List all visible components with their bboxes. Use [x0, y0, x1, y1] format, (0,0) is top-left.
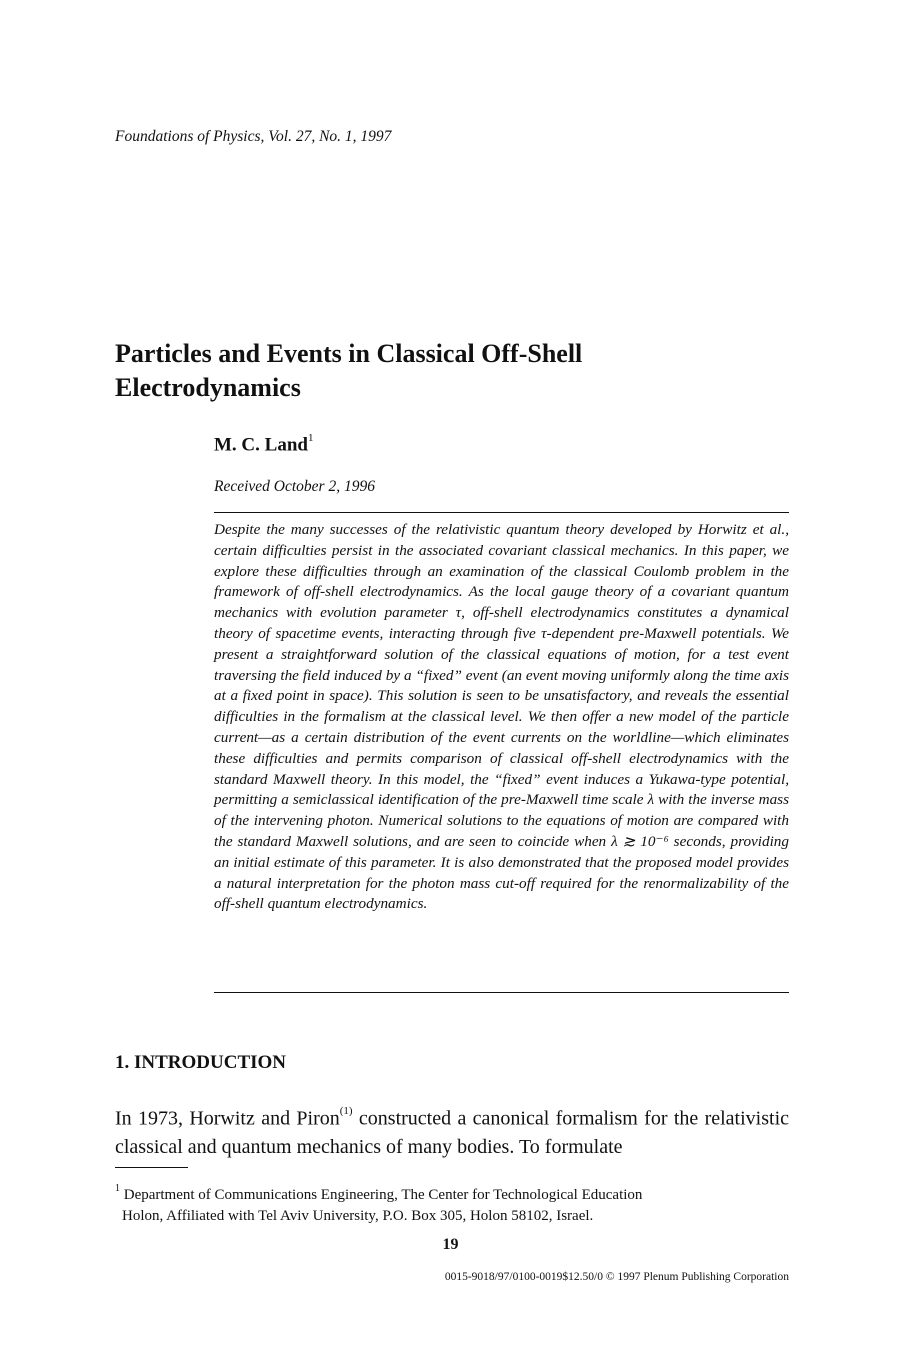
author-name: M. C. Land — [214, 434, 308, 456]
abstract-bottom-rule — [214, 992, 789, 993]
intro-paragraph — [115, 1100, 789, 1161]
author — [214, 434, 313, 456]
title-line-1: Particles and Events in Classical Off-Shell — [115, 339, 583, 368]
received-date: Received October 2, 1996 — [214, 478, 375, 495]
journal-citation: Foundations of Physics, Vol. 27, No. 1, 1997 — [115, 128, 392, 145]
abstract: Despite the many successes of the relativistic quantum theory developed by Horwitz et al., certain difficulties persist in the associated covariant classical mechanics. In this paper, we explore these difficulties through an examination of the classical Coulomb problem in the framework of off-shell electrodynamics. As the local gauge theory of a covariant quantum mechanics with evolution parameter τ, off-shell electrodynamics constitutes a dynamical theory of spacetime events, interacting through five τ-dependent pre-Maxwell potentials. We present a straightforward solution of the classical equations of motion, for a test event traversing the field induced by a “fixed” event (an event moving uniformly along the time axis at a fixed point in space). This solution is seen to be unsatisfactory, and reveals the essential difficulties in the formalism at the classical level. We then offer a new model of the particle current—as a certain distribution of the event currents on the worldline—which eliminates these difficulties and permits comparison of classical off-shell electrodynamics with the standard Maxwell theory. In this model, the “fixed” event induces a Yukawa-type potential, permitting a semiclassical identification of the pre-Maxwell time scale λ with the inverse mass of the intervening photon. Numerical solutions to the equations of motion are compared with the standard Maxwell solutions, and are seen to coincide when λ ≳ 10⁻⁶ seconds, providing an initial estimate of this parameter. It is also demonstrated that the proposed model provides a natural interpretation for the photon mass cut-off required for the renormalizability of the off-shell quantum electrodynamics. — [214, 521, 789, 913]
page-number: 19 — [442, 1236, 459, 1253]
paper-title — [115, 337, 815, 405]
footnote — [115, 1180, 789, 1227]
copyright-line: 0015-9018/97/0100-0019$12.50/0 © 1997 Plenum Publishing Corporation — [444, 1271, 789, 1283]
author-footnote-mark: 1 — [307, 432, 314, 444]
intro-text-1: In 1973, Horwitz and Piron — [115, 1107, 340, 1130]
footnote-rule — [115, 1167, 188, 1168]
footnote-mark: 1 — [115, 1183, 120, 1194]
abstract-top-rule — [214, 512, 789, 513]
intro-text-2: constructed a canonical formalism for the relativistic classical and quantum mechanics of many bodies. To formulate — [115, 1107, 790, 1158]
section-heading: 1. INTRODUCTION — [115, 1052, 287, 1073]
footnote-line-1 — [115, 1180, 789, 1206]
footnote-line-2: Holon, Affiliated with Tel Aviv University, P.O. Box 305, Holon 58102, Israel. — [122, 1208, 594, 1224]
title-line-2: Electrodynamics — [115, 373, 301, 402]
footnote-text-1: Department of Communications Engineering, The Center for Technological Education — [123, 1187, 643, 1203]
intro-citation: (1) — [339, 1105, 353, 1117]
